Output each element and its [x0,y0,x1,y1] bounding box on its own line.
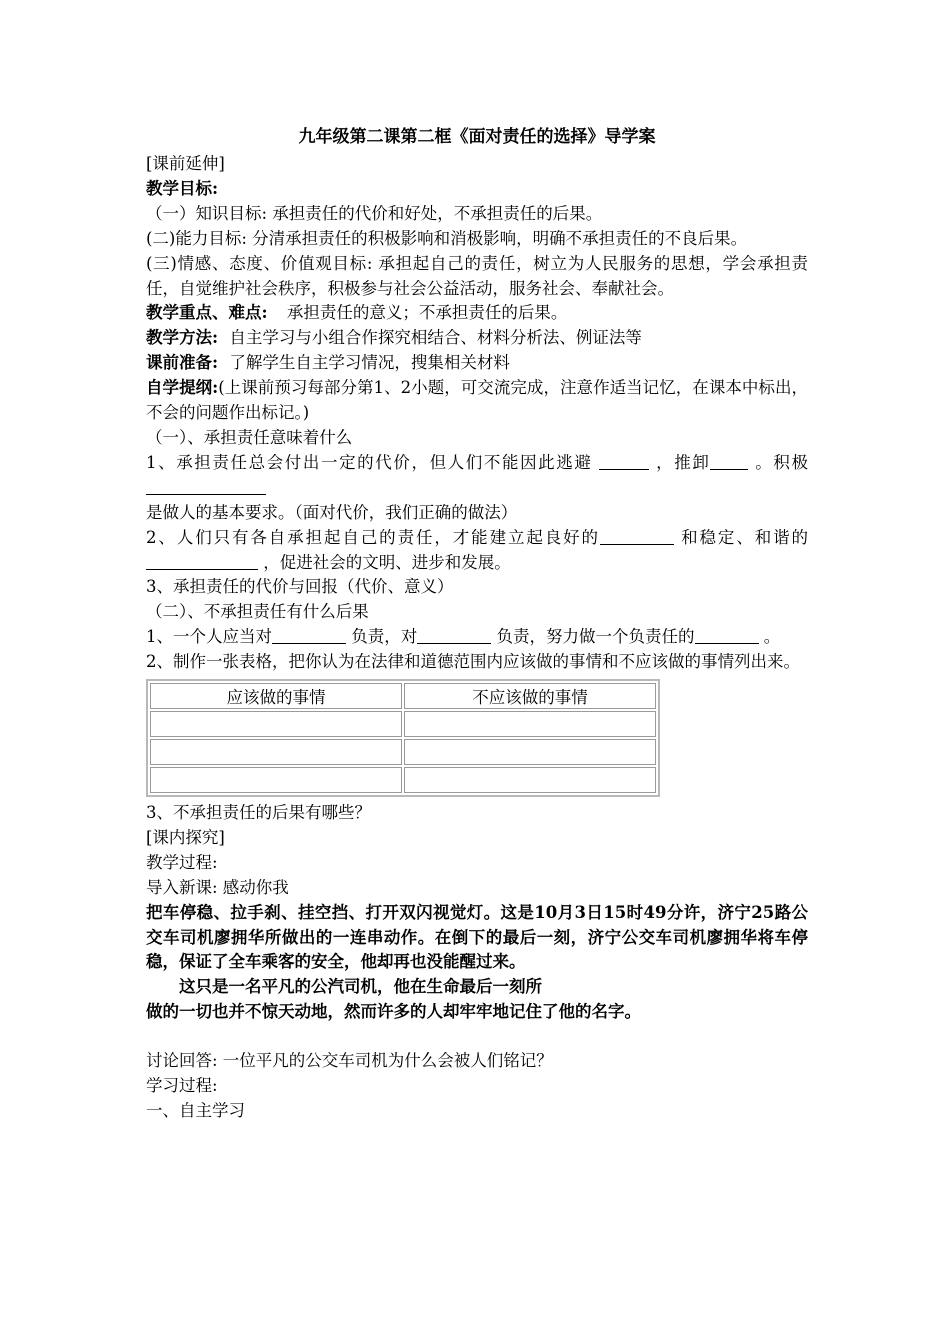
duties-table [146,679,660,797]
question-2 [146,526,808,576]
part2-question-1-text: 负责，对 [351,627,418,647]
table-cell[interactable] [150,711,402,737]
question-1-text: 。积极 [755,452,808,472]
question-1 [146,451,808,526]
blank-field[interactable] [272,627,346,644]
part2-question-3: 3、不承担责任的后果有哪些？ [146,803,371,823]
part2-heading: （二）、不承担责任有什么后果 [146,602,369,622]
outline-label: 自学提纲: [146,378,219,398]
part2-question-1 [146,625,808,650]
blank-field[interactable] [710,453,748,470]
table-cell[interactable] [404,767,656,793]
table-row [150,711,656,737]
question-3: 3、承担责任的代价与回报（代价、意义） [146,577,454,597]
teaching-process-label: 教学过程: [146,852,218,872]
self-study-heading: 一、自主学习 [146,1101,245,1120]
discussion-question: 讨论回答: 一位平凡的公交车司机为什么会被人们铭记？ [146,1051,553,1071]
table-cell[interactable] [404,739,656,765]
part1-heading: （一）、承担责任意味着什么 [146,427,353,447]
outline-text: (上课前预习每部分第1、2小题，可交流完成，注意作适当记忆，在课本中标出，不会的问题作出标记。) [146,378,809,423]
table-cell[interactable] [150,739,402,765]
goal-emotion: (三)情感、态度、价值观目标: 承担起自己的责任，树立为人民服务的思想，学会承担责任，自觉维护社会秩序，积极参与社会公益活动，服务社会、奉献社会。 [146,253,808,298]
question-1-text: ，推卸 [656,452,711,472]
question-1-text: 是做人的基本要求。（面对代价，我们正确的做法） [146,502,518,522]
table-row [150,739,656,765]
self-study-outline [146,376,808,426]
spacer [146,1025,808,1049]
teaching-method-text: 自主学习与小组合作探究相结合、材料分析法、例证法等 [229,328,642,348]
part2-question-1-text: 。 [763,627,781,647]
table-row [150,767,656,793]
table-header-row [150,683,656,709]
teaching-method [146,326,808,351]
story-paragraph-2b: 做的一切也并不惊天动地，然而许多的人却牢牢地记住了他的名字。 [146,1002,641,1022]
learning-process-label: 学习过程: [146,1076,218,1096]
preparation [146,351,808,376]
blank-field[interactable] [600,528,674,545]
blank-field[interactable] [146,478,266,495]
page-title: 九年级第二课第二框《面对责任的选择》导学案 [298,127,656,147]
table-header-should: 应该做的事情 [150,683,402,709]
question-2-text: 和稳定、和谐的 [681,527,809,547]
intro-label: 导入新课: 感动你我 [146,877,289,897]
table-cell[interactable] [150,767,402,793]
goal-knowledge: （一）知识目标: 承担责任的代价和好处，不承担责任的后果。 [146,203,603,223]
table-cell[interactable] [404,711,656,737]
goals-heading: 教学目标: [146,178,219,198]
preparation-text: 了解学生自主学习情况，搜集相关材料 [229,353,510,373]
blank-field[interactable] [146,553,258,570]
part2-question-1-text: 负责，努力做一个负责任的 [496,627,695,647]
story-paragraph: 把车停稳、拉手刹、挂空挡、打开双闪视觉灯。这是10月3日15时49分许，济宁25路公交车司机廖拥华所做出的一连串动作。在倒下的最后一刻，济宁公交车司机廖拥华将车停稳，保证了全车乘客的安全，他却再也没能醒过来。 [146,902,808,972]
blank-field[interactable] [695,627,759,644]
blank-field[interactable] [599,453,649,470]
blank-field[interactable] [417,627,491,644]
key-points-label: 教学重点、难点: [146,303,268,323]
teaching-method-label: 教学方法: [146,328,219,348]
section-pre-class: [课前延伸] [146,154,225,173]
part2-question-1-text: 1、一个人应当对 [146,627,272,647]
story-paragraph-2a: 这只是一名平凡的公汽司机，他在生命最后一刻所 [179,977,542,997]
preparation-label: 课前准备: [146,353,219,373]
question-2-text: ，促进社会的文明、进步和发展。 [263,552,511,572]
key-points [146,301,808,326]
table-header-should-not: 不应该做的事情 [404,683,656,709]
question-1-text: 1、承担责任总会付出一定的代价，但人们不能因此逃避 [146,452,593,472]
question-2-text: 2、人们只有各自承担起自己的责任，才能建立起良好的 [146,527,600,547]
part2-question-2: 2、制作一张表格，把你认为在法律和道德范围内应该做的事情和不应该做的事情列出来。 [146,652,800,672]
key-points-text: 承担责任的意义；不承担责任的后果。 [286,303,568,323]
document-page [146,124,808,1124]
section-in-class: [课内探究] [146,827,225,847]
goal-ability: (二)能力目标: 分清承担责任的积极影响和消极影响，明确不承担责任的不良后果。 [146,228,748,248]
